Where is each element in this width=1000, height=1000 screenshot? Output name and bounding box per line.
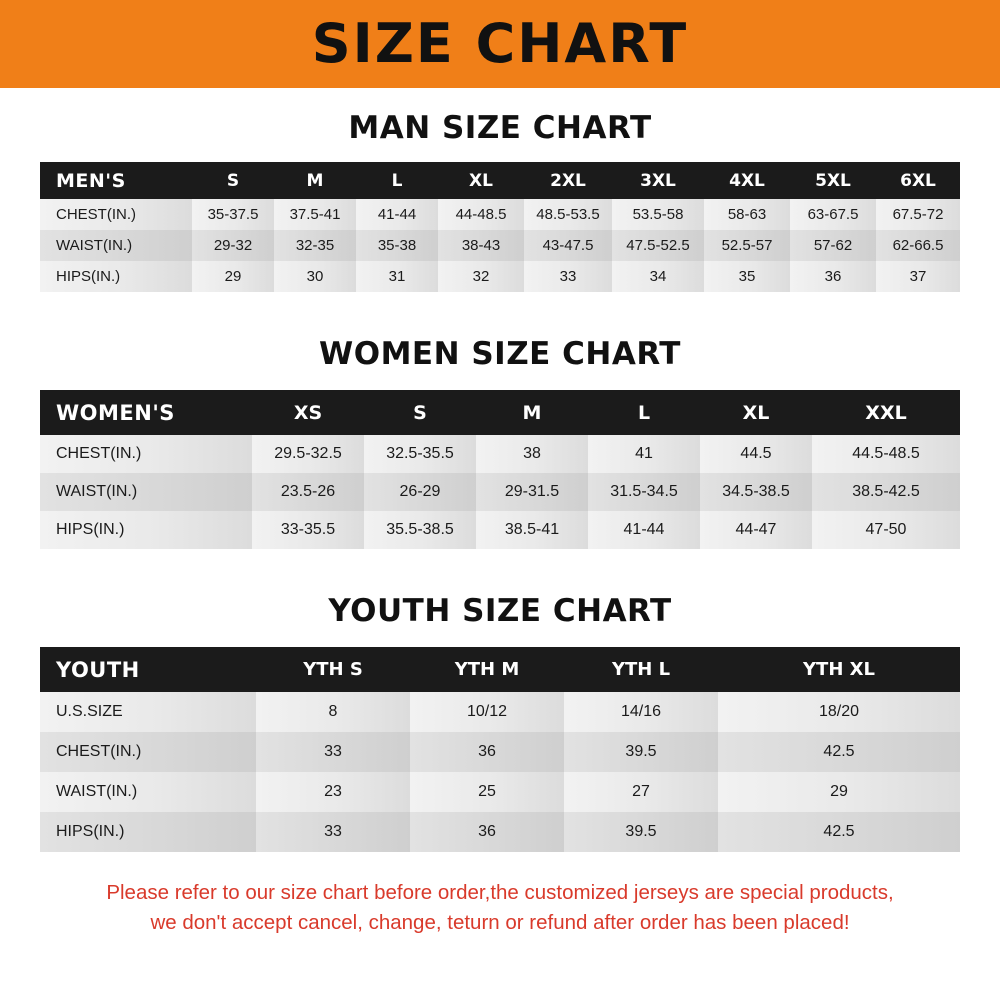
men-chest-2: 37.5-41 bbox=[274, 199, 356, 230]
women-row-label-chest: CHEST(IN.) bbox=[40, 435, 252, 473]
men-chest-3: 41-44 bbox=[356, 199, 438, 230]
page-banner bbox=[0, 0, 1000, 88]
women-chest-6: 44.5-48.5 bbox=[812, 435, 960, 473]
men-waist-4: 38-43 bbox=[438, 230, 524, 261]
men-col-6: 3XL bbox=[612, 162, 704, 199]
section-title-men: MAN SIZE CHART bbox=[348, 110, 652, 146]
women-waist-5: 34.5-38.5 bbox=[700, 473, 812, 511]
men-hips-8: 36 bbox=[790, 261, 876, 292]
women-corner-label: WOMEN'S bbox=[40, 390, 252, 435]
youth-col-3: YTH L bbox=[564, 647, 718, 692]
men-chest-6: 53.5-58 bbox=[612, 199, 704, 230]
youth-ussize-3: 14/16 bbox=[564, 692, 718, 732]
footer-note bbox=[0, 878, 1000, 937]
men-hips-9: 37 bbox=[876, 261, 960, 292]
women-col-3: M bbox=[476, 390, 588, 435]
men-col-4: XL bbox=[438, 162, 524, 199]
youth-col-2: YTH M bbox=[410, 647, 564, 692]
women-waist-2: 26-29 bbox=[364, 473, 476, 511]
youth-corner-label: YOUTH bbox=[40, 647, 256, 692]
men-col-7: 4XL bbox=[704, 162, 790, 199]
women-chest-4: 41 bbox=[588, 435, 700, 473]
table-row bbox=[40, 435, 960, 473]
table-row bbox=[40, 732, 960, 772]
men-chest-8: 63-67.5 bbox=[790, 199, 876, 230]
men-waist-7: 52.5-57 bbox=[704, 230, 790, 261]
men-hips-4: 32 bbox=[438, 261, 524, 292]
men-waist-9: 62-66.5 bbox=[876, 230, 960, 261]
youth-ussize-1: 8 bbox=[256, 692, 410, 732]
youth-ussize-2: 10/12 bbox=[410, 692, 564, 732]
women-chest-1: 29.5-32.5 bbox=[252, 435, 364, 473]
men-col-3: L bbox=[356, 162, 438, 199]
men-waist-8: 57-62 bbox=[790, 230, 876, 261]
men-waist-2: 32-35 bbox=[274, 230, 356, 261]
women-hips-2: 35.5-38.5 bbox=[364, 511, 476, 549]
youth-size-table bbox=[40, 647, 960, 852]
men-hips-6: 34 bbox=[612, 261, 704, 292]
women-waist-4: 31.5-34.5 bbox=[588, 473, 700, 511]
footer-note-line-2: we don't accept cancel, change, teturn or refund after order has been placed! bbox=[150, 910, 850, 934]
men-hips-1: 29 bbox=[192, 261, 274, 292]
youth-row-label-waist: WAIST(IN.) bbox=[40, 772, 256, 812]
youth-chest-2: 36 bbox=[410, 732, 564, 772]
youth-col-1: YTH S bbox=[256, 647, 410, 692]
table-row bbox=[40, 199, 960, 230]
women-col-2: S bbox=[364, 390, 476, 435]
table-row bbox=[40, 511, 960, 549]
footer-note-line-1: Please refer to our size chart before order,the customized jerseys are special products, bbox=[106, 881, 894, 904]
men-corner-label: MEN'S bbox=[40, 162, 192, 199]
women-hips-1: 33-35.5 bbox=[252, 511, 364, 549]
men-row-label-waist: WAIST(IN.) bbox=[40, 230, 192, 261]
table-row bbox=[40, 772, 960, 812]
women-waist-3: 29-31.5 bbox=[476, 473, 588, 511]
youth-ussize-4: 18/20 bbox=[718, 692, 960, 732]
women-row-label-waist: WAIST(IN.) bbox=[40, 473, 252, 511]
youth-hips-2: 36 bbox=[410, 812, 564, 852]
men-hips-3: 31 bbox=[356, 261, 438, 292]
women-hips-4: 41-44 bbox=[588, 511, 700, 549]
women-col-1: XS bbox=[252, 390, 364, 435]
youth-chest-4: 42.5 bbox=[718, 732, 960, 772]
men-waist-1: 29-32 bbox=[192, 230, 274, 261]
men-chest-5: 48.5-53.5 bbox=[524, 199, 612, 230]
men-col-9: 6XL bbox=[876, 162, 960, 199]
youth-waist-1: 23 bbox=[256, 772, 410, 812]
men-chest-1: 35-37.5 bbox=[192, 199, 274, 230]
page-title: SIZE CHART bbox=[311, 12, 689, 75]
women-waist-6: 38.5-42.5 bbox=[812, 473, 960, 511]
men-chest-4: 44-48.5 bbox=[438, 199, 524, 230]
table-header-row bbox=[40, 647, 960, 692]
women-chest-5: 44.5 bbox=[700, 435, 812, 473]
men-hips-2: 30 bbox=[274, 261, 356, 292]
table-row bbox=[40, 473, 960, 511]
table-header-row bbox=[40, 162, 960, 199]
youth-chest-3: 39.5 bbox=[564, 732, 718, 772]
men-waist-3: 35-38 bbox=[356, 230, 438, 261]
women-col-6: XXL bbox=[812, 390, 960, 435]
men-hips-7: 35 bbox=[704, 261, 790, 292]
youth-waist-2: 25 bbox=[410, 772, 564, 812]
men-col-8: 5XL bbox=[790, 162, 876, 199]
table-row bbox=[40, 812, 960, 852]
youth-hips-3: 39.5 bbox=[564, 812, 718, 852]
youth-row-label-hips: HIPS(IN.) bbox=[40, 812, 256, 852]
women-row-label-hips: HIPS(IN.) bbox=[40, 511, 252, 549]
men-chest-7: 58-63 bbox=[704, 199, 790, 230]
youth-hips-4: 42.5 bbox=[718, 812, 960, 852]
section-youth bbox=[0, 549, 1000, 852]
women-hips-5: 44-47 bbox=[700, 511, 812, 549]
section-title-youth: YOUTH SIZE CHART bbox=[328, 593, 672, 629]
youth-waist-3: 27 bbox=[564, 772, 718, 812]
women-waist-1: 23.5-26 bbox=[252, 473, 364, 511]
men-chest-9: 67.5-72 bbox=[876, 199, 960, 230]
women-col-4: L bbox=[588, 390, 700, 435]
table-header-row bbox=[40, 390, 960, 435]
table-row bbox=[40, 230, 960, 261]
women-chest-3: 38 bbox=[476, 435, 588, 473]
women-size-table bbox=[40, 390, 960, 549]
men-size-table bbox=[40, 162, 960, 292]
youth-row-label-ussize: U.S.SIZE bbox=[40, 692, 256, 732]
section-women bbox=[0, 292, 1000, 549]
women-hips-6: 47-50 bbox=[812, 511, 960, 549]
section-men bbox=[0, 88, 1000, 292]
men-row-label-hips: HIPS(IN.) bbox=[40, 261, 192, 292]
youth-row-label-chest: CHEST(IN.) bbox=[40, 732, 256, 772]
men-col-1: S bbox=[192, 162, 274, 199]
men-waist-5: 43-47.5 bbox=[524, 230, 612, 261]
men-col-5: 2XL bbox=[524, 162, 612, 199]
youth-waist-4: 29 bbox=[718, 772, 960, 812]
men-col-2: M bbox=[274, 162, 356, 199]
youth-col-4: YTH XL bbox=[718, 647, 960, 692]
table-row bbox=[40, 261, 960, 292]
men-hips-5: 33 bbox=[524, 261, 612, 292]
section-title-women: WOMEN SIZE CHART bbox=[319, 336, 681, 372]
women-hips-3: 38.5-41 bbox=[476, 511, 588, 549]
women-col-5: XL bbox=[700, 390, 812, 435]
youth-chest-1: 33 bbox=[256, 732, 410, 772]
youth-hips-1: 33 bbox=[256, 812, 410, 852]
table-row bbox=[40, 692, 960, 732]
men-row-label-chest: CHEST(IN.) bbox=[40, 199, 192, 230]
men-waist-6: 47.5-52.5 bbox=[612, 230, 704, 261]
women-chest-2: 32.5-35.5 bbox=[364, 435, 476, 473]
